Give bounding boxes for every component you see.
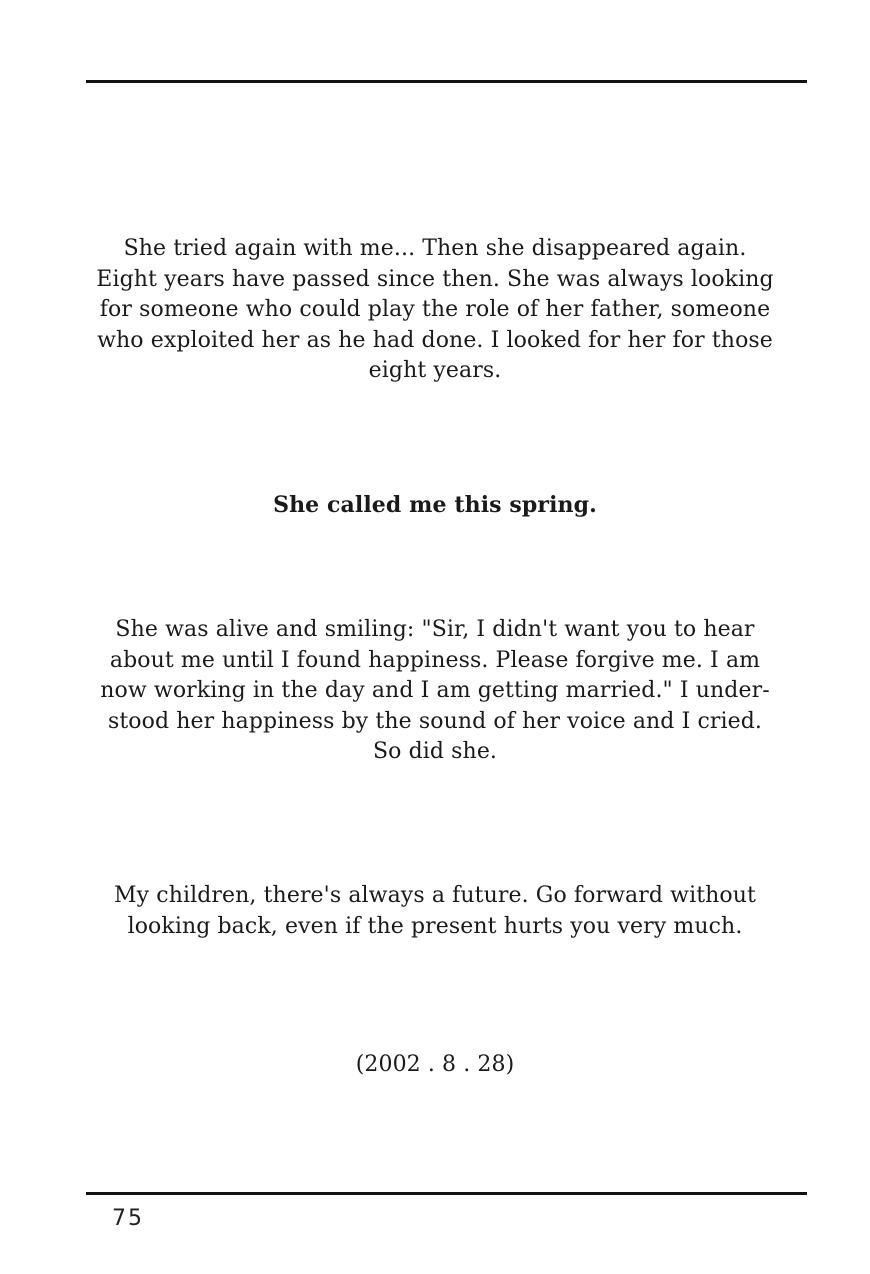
text-line: (2002 . 8 . 28) — [355, 1052, 515, 1077]
page-number: 75 — [112, 1206, 144, 1231]
text-line: Eight years have passed since then. She was always looking — [96, 266, 774, 292]
text-line: eight years. — [368, 358, 502, 383]
text-line: for someone who could play the role of her father, someone — [99, 297, 771, 322]
bottom-rule — [86, 1192, 807, 1195]
paragraph-alive-and-smiling — [60, 615, 810, 768]
paragraph-called-this-spring — [60, 490, 810, 521]
paragraph-disappearance — [60, 234, 810, 387]
paragraph-always-a-future — [60, 881, 810, 942]
date-line — [60, 1050, 810, 1081]
text-line: who exploited her as he had done. I looked for her for those — [97, 327, 773, 353]
text-line: She called me this spring. — [273, 492, 597, 518]
text-line: now working in the day and I am getting married." I under- — [100, 678, 770, 703]
text-line: She was alive and smiling: "Sir, I didn't want you to hear — [115, 617, 755, 642]
text-line: My children, there's always a future. Go forward without — [114, 883, 756, 908]
text-line: stood her happiness by the sound of her voice and I cried. — [107, 708, 763, 734]
text-line: about me until I found happiness. Please forgive me. I am — [109, 647, 761, 673]
text-line: looking back, even if the present hurts you very much. — [127, 913, 743, 939]
top-rule — [86, 80, 807, 83]
text-line: So did she. — [372, 739, 498, 764]
text-line: She tried again with me... Then she disappeared again. — [123, 236, 747, 261]
